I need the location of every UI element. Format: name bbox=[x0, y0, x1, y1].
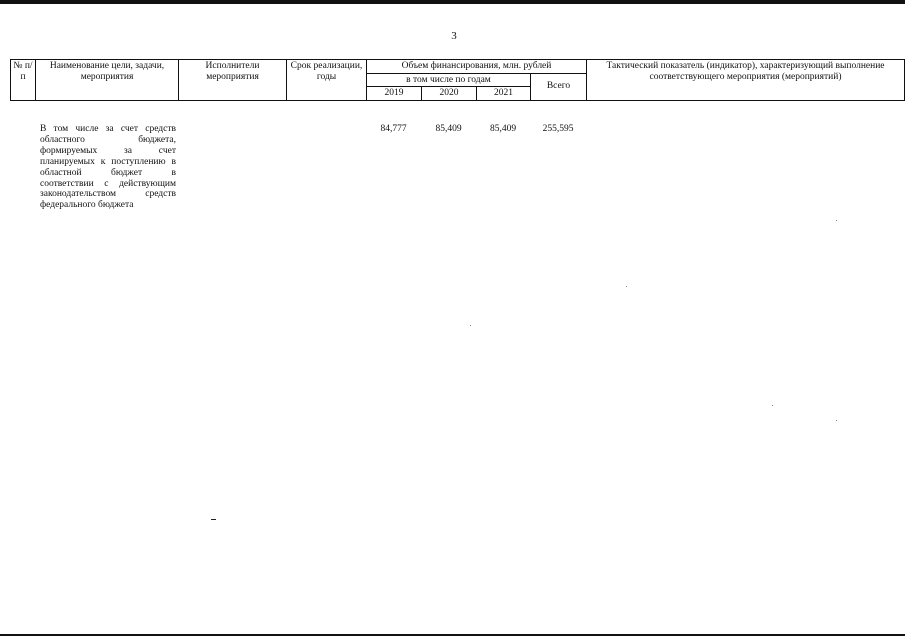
header-year-2021: 2021 bbox=[477, 87, 531, 101]
funding-row bbox=[10, 124, 586, 211]
header-col-name: Наименование цели, задачи, мероприятия bbox=[36, 60, 179, 101]
header-col-executors: Исполнители мероприятия bbox=[179, 60, 287, 101]
header-table bbox=[10, 59, 905, 101]
page-number: 3 bbox=[451, 30, 457, 42]
header-col-term: Срок реализации, годы bbox=[287, 60, 367, 101]
page-bottom-border bbox=[0, 634, 905, 636]
header-col-total: Всего bbox=[531, 73, 587, 100]
funding-value-total: 255,595 bbox=[542, 124, 574, 134]
scan-speck bbox=[836, 420, 837, 421]
header-col-by-years: в том числе по годам bbox=[367, 73, 531, 87]
scan-speck bbox=[836, 220, 837, 221]
header-col-number: № п/п bbox=[11, 60, 36, 101]
header-year-2019: 2019 bbox=[367, 87, 422, 101]
funding-value-2020: 85,409 bbox=[435, 124, 462, 134]
header-col-financing: Объем финансирования, млн. рублей bbox=[367, 60, 587, 74]
scan-speck bbox=[470, 325, 471, 326]
funding-row-description: В том числе за счет средств областного бюджета, формируемых за счет планируемых к поступлению в областной бюджет в соответствии с действующим законодательством средств федерального бюджета bbox=[40, 124, 176, 211]
funding-row-empty-cells bbox=[178, 124, 366, 211]
scan-speck bbox=[772, 405, 773, 406]
funding-value-2019: 84,777 bbox=[380, 124, 407, 134]
funding-value-2021: 85,409 bbox=[489, 124, 517, 134]
scan-speck bbox=[626, 286, 627, 287]
scan-speck bbox=[211, 519, 216, 520]
page-top-border bbox=[0, 0, 905, 4]
header-col-indicator: Тактический показатель (индикатор), характеризующий выполнение соответствующего мероприятия (мероприятий) bbox=[587, 60, 905, 101]
header-year-2020: 2020 bbox=[422, 87, 477, 101]
